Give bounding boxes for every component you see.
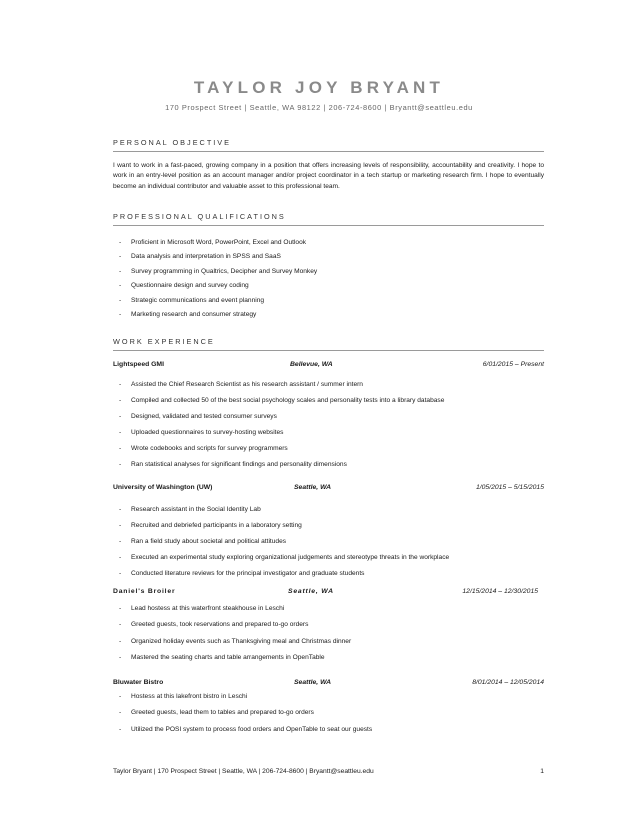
list-item-text: Uploaded questionnaires to survey-hosting websites	[131, 429, 284, 436]
list-item-text: Hostess at this lakefront bistro in Leschi	[131, 693, 248, 700]
list-item	[113, 250, 544, 264]
list-item	[113, 601, 544, 617]
bullet-dash: -	[119, 267, 122, 275]
job-duties-list	[113, 377, 544, 473]
section-title-experience: WORK EXPERIENCE	[113, 337, 215, 346]
page-number: 1	[540, 768, 544, 775]
bullet-dash: -	[119, 522, 122, 529]
list-item	[113, 457, 544, 473]
job-header	[113, 588, 544, 598]
list-item-text: Lead hostess at this waterfront steakhouse in Leschi	[131, 605, 285, 612]
bullet-dash: -	[119, 239, 122, 246]
list-item	[113, 518, 544, 534]
list-item-text: Marketing research and consumer strategy	[131, 311, 257, 319]
page-footer	[113, 768, 544, 775]
list-item	[113, 617, 544, 633]
list-item-text: Questionnaire design and survey coding	[131, 282, 249, 290]
job-organization: Lightspeed GMI	[113, 361, 164, 368]
list-item	[113, 534, 544, 550]
job-location: Seattle, WA	[294, 484, 332, 491]
list-item	[113, 265, 544, 279]
list-item-text: Strategic communications and event planning	[131, 296, 265, 304]
job-duties-list	[113, 601, 544, 666]
section-divider	[113, 225, 544, 226]
bullet-dash: -	[119, 506, 122, 513]
list-item	[113, 393, 544, 409]
job-dates: 1/05/2015 – 5/15/2015	[475, 484, 544, 491]
job-duties-list	[113, 689, 544, 738]
bullet-dash: -	[119, 381, 122, 388]
list-item	[113, 308, 544, 322]
list-item-text: Wrote codebooks and scripts for survey programmers	[131, 445, 288, 452]
list-item	[113, 705, 544, 721]
job-header	[113, 679, 544, 689]
job-organization: Daniel's Broiler	[113, 588, 176, 595]
list-item-text: Data analysis and interpretation in SPSS and SaaS	[131, 253, 281, 261]
candidate-name: TAYLOR JOY BRYANT	[193, 78, 445, 97]
bullet-dash: -	[119, 429, 122, 436]
bullet-dash: -	[119, 709, 122, 717]
list-item	[113, 377, 544, 393]
bullet-dash: -	[119, 570, 122, 577]
list-item	[113, 650, 544, 666]
list-item	[113, 236, 544, 250]
list-item	[113, 566, 544, 582]
list-item-text: Organized holiday events such as Thanksgiving meal and Christmas dinner	[131, 637, 352, 645]
job-duties-list	[113, 502, 544, 582]
list-item-text: Executed an experimental study exploring organizational judgements and stereotype threats in the workplace	[131, 554, 450, 561]
list-item	[113, 634, 544, 650]
bullet-dash: -	[119, 538, 122, 545]
list-item-text: Compiled and collected 50 of the best social psychology scales and personality tests into a library database	[131, 397, 445, 404]
list-item-text: Proficient in Microsoft Word, PowerPoint, Excel and Outlook	[131, 239, 307, 246]
list-item-text: Conducted literature reviews for the principal investigator and graduate students	[131, 570, 365, 577]
bullet-dash: -	[119, 397, 122, 404]
list-item	[113, 425, 544, 441]
qualifications-list	[113, 236, 544, 322]
list-item-text: Greeted guests, lead them to tables and prepared to-go orders	[131, 709, 314, 717]
section-divider	[113, 350, 544, 351]
section-title-objective: PERSONAL OBJECTIVE	[113, 138, 232, 147]
list-item	[113, 294, 544, 308]
bullet-dash: -	[119, 693, 122, 700]
bullet-dash: -	[119, 282, 122, 290]
list-item-text: Utilized the POSI system to process food orders and OpenTable to seat our guests	[131, 725, 373, 733]
job-dates: 8/01/2014 – 12/05/2014	[472, 679, 544, 686]
list-item	[113, 441, 544, 457]
bullet-dash: -	[119, 653, 122, 661]
list-item	[113, 409, 544, 425]
list-item-text: Recruited and debriefed participants in a laboratory setting	[131, 522, 302, 529]
contact-line: 170 Prospect Street | Seattle, WA 98122 | 206-724-8600 | Bryantt@seattleu.edu	[165, 103, 473, 112]
list-item	[113, 279, 544, 293]
job-organization: University of Washington (UW)	[113, 484, 213, 491]
job-dates: 12/15/2014 – 12/30/2015	[462, 588, 538, 595]
list-item	[113, 722, 544, 738]
list-item-text: Ran statistical analyses for significant findings and personality dimensions	[131, 461, 347, 468]
footer-contact: Taylor Bryant | 170 Prospect Street | Seattle, WA | 206-724-8600 | Bryantt@seattleu.edu	[113, 768, 374, 775]
job-location: Seattle, WA	[294, 679, 332, 686]
list-item-text: Greeted guests, took reservations and prepared to-go orders	[131, 621, 309, 629]
section-title-qualifications: PROFESSIONAL QUALIFICATIONS	[113, 212, 286, 221]
bullet-dash: -	[119, 605, 122, 612]
bullet-dash: -	[119, 311, 122, 319]
job-location: Seattle, WA	[288, 588, 334, 595]
bullet-dash: -	[119, 554, 122, 561]
list-item-text: Mastered the seating charts and table arrangements in OpenTable	[131, 653, 325, 661]
list-item	[113, 689, 544, 705]
bullet-dash: -	[119, 253, 122, 261]
list-item-text: Designed, validated and tested consumer surveys	[131, 413, 277, 420]
list-item-text: Assisted the Chief Research Scientist as his research assistant / summer intern	[131, 381, 363, 388]
bullet-dash: -	[119, 725, 122, 733]
list-item-text: Survey programming in Qualtrics, Decipher and Survey Monkey	[131, 267, 318, 275]
section-divider	[113, 151, 544, 152]
bullet-dash: -	[119, 621, 122, 629]
job-dates: 6/01/2015 – Present	[482, 361, 544, 368]
bullet-dash: -	[119, 413, 122, 420]
list-item-text: Ran a field study about societal and political attitudes	[131, 538, 287, 545]
job-location: Bellevue, WA	[290, 361, 333, 368]
list-item	[113, 502, 544, 518]
objective-text: I want to work in a fast-paced, growing company in a position that offers increasing levels of responsibility, accountability and creativity. I hope to work in an entry-level position as an account manager and/or project coordinator in a tech startup or marketing research firm. I hope to eventually become an individual contributor and valuable asset to this professional team.	[113, 162, 544, 190]
bullet-dash: -	[119, 445, 122, 452]
bullet-dash: -	[119, 296, 122, 304]
job-header	[113, 484, 544, 494]
job-header	[113, 361, 544, 371]
bullet-dash: -	[119, 461, 122, 468]
job-organization: Bluwater Bistro	[113, 679, 164, 686]
bullet-dash: -	[119, 637, 122, 645]
list-item	[113, 550, 544, 566]
list-item-text: Research assistant in the Social Identity Lab	[131, 506, 261, 513]
